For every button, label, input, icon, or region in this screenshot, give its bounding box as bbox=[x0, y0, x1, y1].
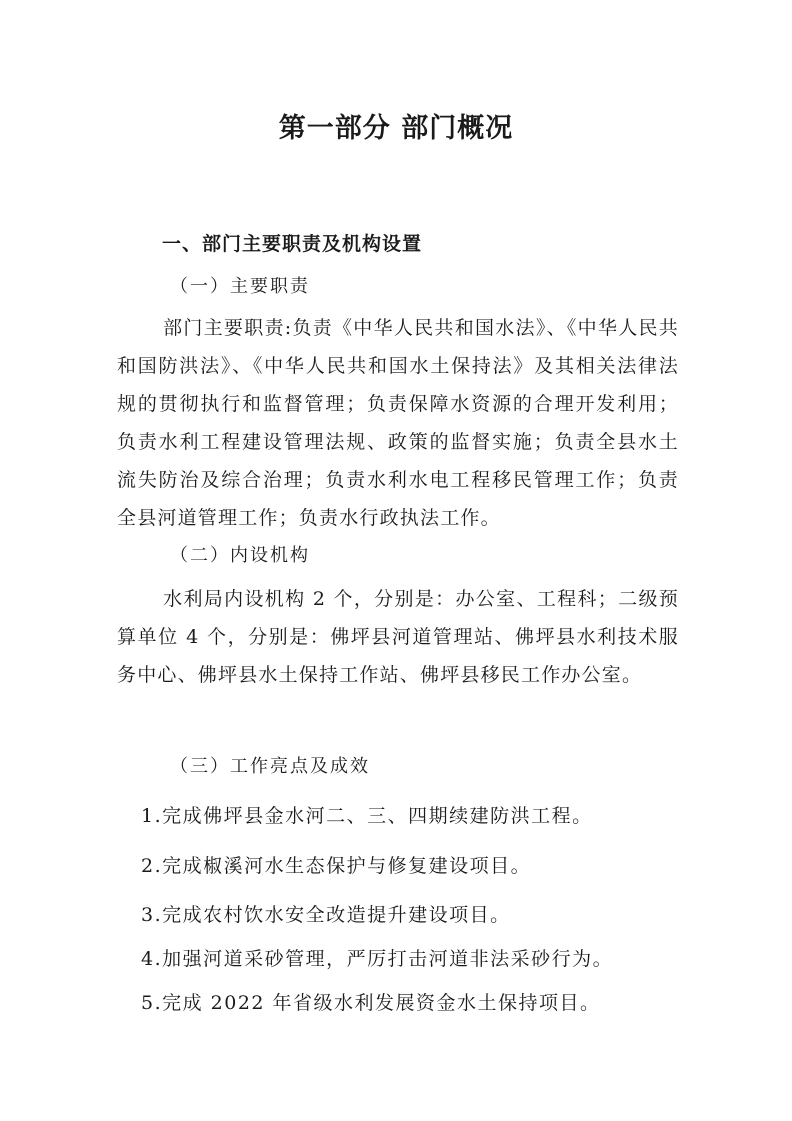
subsection-heading-highlights: （三）工作亮点及成效 bbox=[170, 756, 370, 777]
list-item: 4.加强河道采砂管理，严厉打击河道非法采砂行为。 bbox=[141, 948, 614, 970]
subsection-heading-duties: （一）主要职责 bbox=[170, 276, 310, 297]
structure-paragraph bbox=[117, 580, 679, 694]
list-item: 5.完成 2022 年省级水利发展资金水土保持项目。 bbox=[141, 992, 601, 1014]
section-heading: 一、部门主要职责及机构设置 bbox=[162, 233, 423, 255]
page-title: 第一部分 部门概况 bbox=[278, 113, 514, 144]
list-item: 3.完成农村饮水安全改造提升建设项目。 bbox=[141, 904, 511, 926]
subsection-heading-structure: （二）内设机构 bbox=[170, 545, 310, 566]
duties-paragraph bbox=[117, 309, 679, 537]
duties-text: 部门主要职责:负责《中华人民共和国水法》、《中华人民共和国防洪法》、《中华人民共和国水土保持法》及其相关法律法规的贯彻执行和监督管理；负责保障水资源的合理开发利用；负责水利工程建设管理法规、政策的监督实施；负责全县水土流失防治及综合治理；负责水利水电工程移民管理工作；负责全县河道管理工作；负责水行政执法工作。 bbox=[117, 317, 679, 529]
list-item: 1.完成佛坪县金水河二、三、四期续建防洪工程。 bbox=[141, 805, 593, 827]
list-item: 2.完成椒溪河水生态保护与修复建设项目。 bbox=[141, 855, 532, 877]
structure-text: 水利局内设机构 2 个，分别是：办公室、工程科；二级预算单位 4 个，分别是：佛坪县河道管理站、佛坪县水利技术服务中心、佛坪县水土保持工作站、佛坪县移民工作办公室。 bbox=[117, 588, 679, 686]
